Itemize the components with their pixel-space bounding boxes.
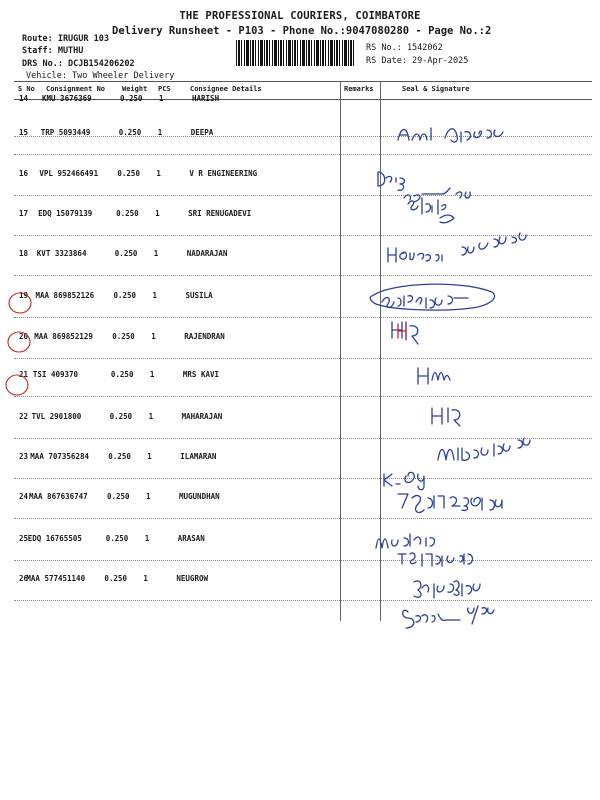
consignment-number: EDQ 15079139 bbox=[38, 209, 93, 218]
pen-circle-21 bbox=[6, 375, 28, 395]
signature-row-21 bbox=[418, 368, 450, 384]
pieces-count: 1 bbox=[148, 412, 154, 421]
consignee-name: NEUGROW bbox=[176, 574, 208, 583]
signature-row-16 bbox=[378, 172, 470, 202]
pieces-count: 1 bbox=[151, 332, 156, 341]
serial-number: 19 bbox=[19, 291, 29, 300]
consignment-number: MAA 867636747 bbox=[29, 492, 88, 501]
serial-number: 20 bbox=[19, 332, 29, 341]
col-consignee: Consignee Details bbox=[190, 85, 262, 93]
weight-value: 0.250 bbox=[114, 249, 138, 258]
consignment-number: EDQ 16765505 bbox=[27, 534, 82, 543]
pieces-count: 1 bbox=[146, 492, 151, 501]
consignee-name: MRS KAVI bbox=[182, 370, 220, 379]
pieces-count: 1 bbox=[159, 94, 164, 103]
consignment-number: VPL 952466491 bbox=[39, 169, 99, 178]
rs-date: RS Date: 29-Apr-2025 bbox=[366, 56, 469, 66]
weight-value: 0.250 bbox=[104, 574, 127, 583]
company-name: THE PROFESSIONAL COURIERS, COIMBATORE bbox=[179, 10, 421, 22]
pen-circle-19 bbox=[9, 293, 31, 313]
consignment-number: MAA 577451140 bbox=[26, 574, 86, 583]
pieces-count: 1 bbox=[147, 452, 152, 461]
weight-value: 0.250 bbox=[112, 332, 135, 341]
signature-row-25 bbox=[376, 534, 435, 548]
consignee-name: RAJENDRAN bbox=[184, 332, 225, 341]
consignment-number: TSI 409370 bbox=[32, 370, 79, 379]
phone-row-24 bbox=[398, 494, 502, 512]
pieces-count: 1 bbox=[149, 370, 155, 379]
consignment-number: MAA 869852126 bbox=[35, 291, 95, 300]
signature-row-22 bbox=[432, 408, 460, 426]
runsheet-title: Delivery Runsheet - P103 - Phone No.:9047080280 - Page No.:2 bbox=[112, 25, 492, 37]
pieces-count: 1 bbox=[156, 169, 161, 178]
pieces-count: 1 bbox=[143, 574, 148, 583]
consignee-name: ILAMARAN bbox=[180, 452, 217, 461]
col-seal-signature: Seal & Signature bbox=[402, 85, 470, 93]
serial-number: 23 bbox=[19, 452, 29, 461]
weight-value: 0.250 bbox=[116, 209, 139, 218]
pieces-count: 1 bbox=[153, 249, 159, 258]
signature-row-18 bbox=[388, 233, 526, 262]
serial-number: 25 bbox=[19, 534, 29, 543]
signature-row-19 bbox=[370, 284, 494, 310]
weight-value: 0.250 bbox=[110, 370, 134, 379]
weight-value: 0.250 bbox=[120, 94, 143, 103]
consignment-number: MAA 869852129 bbox=[34, 332, 93, 341]
weight-value: 0.250 bbox=[113, 291, 137, 300]
weight-value: 0.250 bbox=[105, 534, 129, 543]
col-sno: S No bbox=[18, 85, 35, 93]
pieces-count: 1 bbox=[152, 291, 158, 300]
signature-row-26 bbox=[414, 581, 480, 598]
serial-number: 26 bbox=[19, 574, 29, 583]
serial-number: 21 bbox=[19, 370, 29, 379]
col-consignment: Consignment No bbox=[46, 85, 106, 93]
consignee-name: SUSILA bbox=[185, 291, 213, 300]
staff-label: Staff: MUTHU bbox=[22, 46, 84, 56]
col-weight: Weight bbox=[122, 85, 148, 93]
signature-row-14 bbox=[398, 128, 503, 142]
pen-circle-20 bbox=[8, 332, 30, 352]
consignee-name: SRI RENUGADEVI bbox=[188, 209, 252, 218]
col-pcs: PCS bbox=[158, 85, 171, 93]
weight-value: 0.250 bbox=[109, 412, 133, 421]
consignee-name: ARASAN bbox=[177, 534, 205, 543]
consignee-name: MUGUNDHAN bbox=[179, 492, 220, 501]
weight-value: 0.250 bbox=[118, 128, 142, 137]
serial-number: 18 bbox=[19, 249, 29, 258]
route-label: Route: IRUGUR 103 bbox=[22, 34, 109, 44]
signature-row-20 bbox=[392, 322, 418, 344]
consignment-number: TRP 5093449 bbox=[40, 128, 91, 137]
serial-number: 15 bbox=[19, 128, 29, 137]
vehicle-label: Vehicle: Two Wheeler Delivery bbox=[26, 71, 175, 81]
col-remarks: Remarks bbox=[344, 85, 374, 93]
consignment-number: TVL 2901800 bbox=[31, 412, 82, 421]
consignee-name: HARISH bbox=[192, 94, 220, 103]
consignment-number: MAA 707356284 bbox=[30, 452, 89, 461]
consignment-number: KVT 3323864 bbox=[36, 249, 87, 258]
consignee-name: NADARAJAN bbox=[186, 249, 228, 258]
serial-number: 24 bbox=[19, 492, 29, 501]
signature-row-23 bbox=[438, 438, 530, 460]
serial-number: 14 bbox=[19, 94, 29, 103]
serial-number: 16 bbox=[19, 169, 29, 178]
drs-number: DRS No.: DCJB154206202 bbox=[22, 59, 135, 69]
serial-number: 22 bbox=[19, 412, 29, 421]
consignment-number: KMU 3676369 bbox=[42, 94, 92, 103]
consignee-name: MAHARAJAN bbox=[181, 412, 223, 421]
pieces-count: 1 bbox=[157, 128, 163, 137]
serial-number: 17 bbox=[19, 209, 29, 218]
rs-number: RS No.: 1542062 bbox=[366, 43, 443, 53]
consignee-name: V R ENGINEERING bbox=[189, 169, 258, 178]
weight-value: 0.250 bbox=[117, 169, 140, 178]
consignee-name: DEEPA bbox=[190, 128, 214, 137]
weight-value: 0.250 bbox=[108, 452, 131, 461]
weight-value: 0.250 bbox=[107, 492, 130, 501]
pieces-count: 1 bbox=[144, 534, 150, 543]
pieces-count: 1 bbox=[155, 209, 160, 218]
